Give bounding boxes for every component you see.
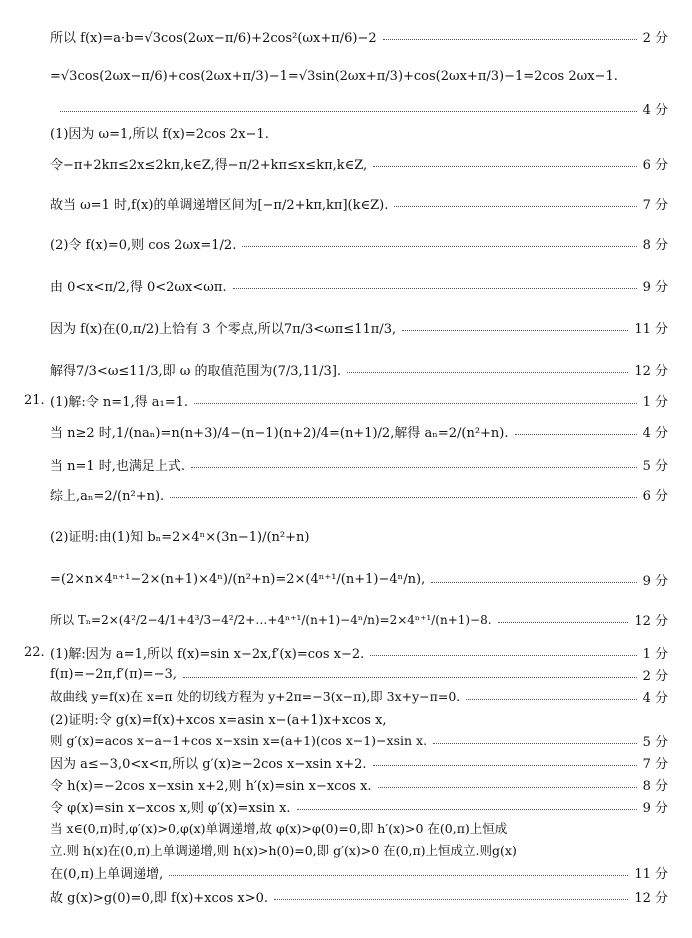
line-text: 综上,aₙ=2/(n²+n). (50, 488, 165, 504)
line-3 (60, 98, 668, 118)
line-text: (2)令 f(x)=0,则 cos 2ωx=1/2. (50, 237, 237, 253)
line-text: 当 n=1 时,也满足上式. (50, 458, 186, 474)
line-26 (50, 818, 668, 838)
score-label: 2 分 (642, 668, 668, 684)
line-27 (50, 840, 668, 860)
dot-leader (402, 330, 628, 331)
line-text: 所以 f(x)=a·b=√3cos(2ωx−π/6)+2cos²(ωx+π/6)−2 (50, 30, 377, 46)
question-number: 22. (24, 644, 45, 660)
line-text: =(2×n×4ⁿ⁺¹−2×(n+1)×4ⁿ)/(n²+n)=2×(4ⁿ⁺¹/(n+1)−4ⁿ/n), (50, 571, 426, 587)
line-24 (50, 774, 668, 794)
line-text: (1)因为 ω=1,所以 f(x)=2cos 2x−1. (50, 126, 269, 142)
line-4 (50, 122, 668, 142)
line-text: =√3cos(2ωx−π/6)+cos(2ωx+π/3)−1=√3sin(2ωx+π/3)+cos(2ωx+π/3)−1=2cos 2ωx−1. (50, 68, 618, 84)
score-label: 7 分 (642, 197, 668, 213)
line-19 (50, 664, 668, 684)
line-5 (50, 150, 668, 176)
line-text: 解得7/3<ω≤11/3,即 ω 的取值范围为(7/3,11/3]. (50, 363, 342, 379)
dot-leader (431, 582, 636, 583)
line-text: 所以 Tₙ=2×(4²/2−4/1+4³/3−4²/2+…+4ⁿ⁺¹/(n+1)−4ⁿ/n)=2×4ⁿ⁺¹/(n+1)−8. (50, 612, 492, 627)
dot-leader (170, 497, 636, 498)
score-label: 8 分 (642, 778, 668, 794)
line-text: 令 φ(x)=sin x−xcos x,则 φ′(x)=xsin x. (50, 800, 291, 816)
dot-leader (183, 677, 637, 678)
line-text: 当 n≥2 时,1/(naₙ)=n(n+3)/4−(n−1)(n+2)/4=(n+1)/2,解得 aₙ=2/(n²+n). (50, 425, 509, 441)
question-number: 21. (24, 392, 45, 408)
line-text: 因为 f(x)在(0,π/2)上恰有 3 个零点,所以7π/3<ωπ≤11π/3, (50, 321, 397, 337)
line-11 (24, 390, 668, 410)
line-15 (50, 522, 668, 548)
dot-leader (242, 246, 636, 247)
score-label: 9 分 (642, 573, 668, 589)
dot-leader (274, 899, 628, 900)
score-label: 11 分 (634, 321, 668, 337)
line-6 (50, 190, 668, 216)
score-label: 4 分 (642, 425, 668, 441)
line-12 (50, 418, 668, 444)
line-7 (50, 230, 668, 256)
score-label: 6 分 (642, 157, 668, 173)
line-1 (50, 24, 668, 48)
dot-leader (394, 206, 636, 207)
line-text: 则 g′(x)=acos x−a−1+cos x−xsin x=(a+1)(cos x−1)−xsin x. (50, 733, 428, 748)
dot-leader (370, 655, 636, 656)
score-label: 8 分 (642, 237, 668, 253)
line-text: 故 g(x)>g(0)=0,即 f(x)+xcos x>0. (50, 890, 269, 906)
score-label: 12 分 (634, 890, 668, 906)
line-10 (50, 356, 668, 382)
line-text: 令−π+2kπ≤2x≤2kπ,k∈Z,得−π/2+kπ≤x≤kπ,k∈Z, (50, 157, 368, 173)
dot-leader (378, 787, 637, 788)
score-label: 11 分 (634, 866, 668, 882)
line-text: (2)证明:由(1)知 bₙ=2×4ⁿ×(3n−1)/(n²+n) (50, 529, 310, 545)
dot-leader (466, 699, 636, 700)
line-9 (50, 314, 668, 340)
line-25 (50, 796, 668, 816)
score-label: 12 分 (634, 363, 668, 379)
line-text: 在(0,π)上单调递增, (50, 866, 164, 882)
line-text: (1)解:令 n=1,得 a₁=1. (50, 394, 188, 410)
dot-leader (433, 743, 637, 744)
line-text: (2)证明:令 g(x)=f(x)+xcos x=asin x−(a+1)x+xcos x, (50, 712, 387, 728)
dot-leader (169, 875, 628, 876)
dot-leader (515, 434, 637, 435)
line-16 (50, 566, 668, 592)
score-label: 9 分 (642, 279, 668, 295)
score-label: 1 分 (642, 646, 668, 662)
score-label: 4 分 (642, 102, 668, 118)
line-23 (50, 752, 668, 772)
line-text: f(π)=−2π,f′(π)=−3, (50, 666, 177, 682)
line-2 (50, 64, 668, 88)
dot-leader (194, 403, 637, 404)
line-22 (50, 730, 668, 750)
line-28 (50, 862, 668, 882)
line-29 (50, 886, 668, 906)
dot-leader (297, 809, 637, 810)
score-label: 4 分 (642, 690, 668, 706)
score-label: 9 分 (642, 800, 668, 816)
line-text: 因为 a≤−3,0<x<π,所以 g′(x)≥−2cos x−xsin x+2. (50, 756, 367, 772)
line-text: 立.则 h(x)在(0,π)上单调递增,则 h(x)>h(0)=0,即 g′(x)>0 在(0,π)上恒成立.则g(x) (50, 843, 517, 858)
score-label: 6 分 (642, 488, 668, 504)
score-label: 2 分 (642, 30, 668, 46)
line-20 (50, 686, 668, 706)
dot-leader (347, 372, 628, 373)
line-text: 由 0<x<π/2,得 0<2ωx<ωπ. (50, 279, 227, 295)
line-8 (50, 272, 668, 298)
line-text: 令 h(x)=−2cos x−xsin x+2,则 h′(x)=sin x−xcos x. (50, 778, 372, 794)
score-label: 5 分 (642, 458, 668, 474)
line-13 (50, 454, 668, 474)
dot-leader (373, 166, 636, 167)
score-label: 7 分 (642, 756, 668, 772)
line-text: 当 x∈(0,π)时,φ′(x)>0,φ(x)单调递增,故 φ(x)>φ(0)=0,即 h′(x)>0 在(0,π)上恒成 (50, 821, 508, 836)
dot-leader (233, 288, 637, 289)
dot-leader (383, 39, 637, 40)
dot-leader (498, 622, 629, 623)
line-text: (1)解:因为 a=1,所以 f(x)=sin x−2x,f′(x)=cos x−2. (50, 646, 365, 662)
line-21 (50, 708, 668, 728)
line-18 (24, 642, 668, 662)
line-text: 故曲线 y=f(x)在 x=π 处的切线方程为 y+2π=−3(x−π),即 3x+y−π=0. (50, 689, 461, 704)
line-text: 故当 ω=1 时,f(x)的单调递增区间为[−π/2+kπ,kπ](k∈Z). (50, 197, 389, 213)
line-14 (50, 482, 668, 506)
dot-leader (60, 111, 637, 112)
dot-leader (191, 467, 637, 468)
score-label: 12 分 (634, 613, 668, 629)
line-17 (50, 606, 668, 632)
score-label: 1 分 (642, 394, 668, 410)
score-label: 5 分 (642, 734, 668, 750)
dot-leader (373, 765, 637, 766)
